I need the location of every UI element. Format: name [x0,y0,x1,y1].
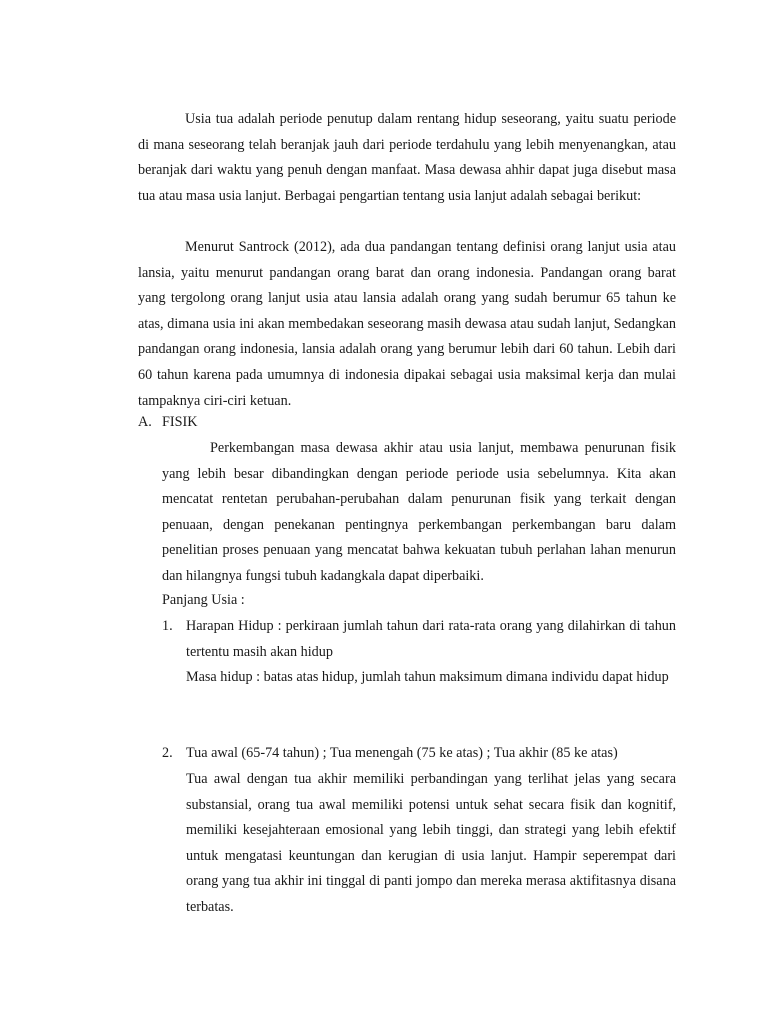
list-item-marker: 1. [162,618,173,634]
section-a-marker: A. [138,414,152,430]
list-item-text: Harapan Hidup : perkiraan jumlah tahun dari rata-rata orang yang dilahirkan di tahun tertentu masih akan hidup [186,618,676,660]
list-item-extra: Tua awal dengan tua akhir memiliki perbandingan yang terlihat jelas yang secara substansial, orang tua awal memiliki potensi untuk sehat secara fisik dan kognitif, memiliki kesejahteraan emosional yang lebih tinggi, dan strategi yang lebih efektif untuk mengatasi keuntungan dan kerugian di usia lanjut. Hampir seperempat dari orang yang tua akhir ini tinggal di panti jompo dan mereka merasa aktifitasnya disana terbatas. [186,771,676,915]
list-item-text: Tua awal (65-74 tahun) ; Tua menengah (75 ke atas) ; Tua akhir (85 ke atas) [186,745,618,761]
panjang-usia-subheading: Panjang Usia : [162,592,245,608]
section-a-paragraph: Perkembangan masa dewasa akhir atau usia lanjut, membawa penurunan fisik yang lebih besar dibandingkan dengan periode periode usia sebelumnya. Kita akan mencatat rentetan perubahan-perubahan dalam penurunan fisik yang terkait dengan penuaan, dengan penekanan pentingnya perkembangan perkembangan baru dalam penelitian proses penuaan yang mencatat bahwa kekuatan tubuh perlahan lahan menurun dan hilangnya fungsi tubuh kadangkala dapat diperbaiki. [162,440,676,584]
santrock-paragraph: Menurut Santrock (2012), ada dua pandangan tentang definisi orang lanjut usia atau lansia, yaitu menurut pandangan orang barat dan orang indonesia. Pandangan orang barat yang tergolong orang lanjut usia atau lansia adalah orang yang sudah berumur 65 tahun ke atas, dimana usia ini akan membedakan seseorang masih dewasa atau sudah lanjut, Sedangkan pandangan orang indonesia, lansia adalah orang yang berumur lebih dari 60 tahun. Lebih dari 60 tahun karena pada umumnya di indonesia dipakai sebagai usia maksimal kerja dan mulai tampaknya ciri-ciri ketuan. [138,239,676,409]
intro-paragraph: Usia tua adalah periode penutup dalam rentang hidup seseorang, yaitu suatu periode di mana seseorang telah beranjak jauh dari periode terdahulu yang lebih menyenangkan, atau beranjak dari waktu yang penuh dengan manfaat. Masa dewasa ahhir dapat juga disebut masa tua atau masa usia lanjut. Berbagai pengartian tentang usia lanjut adalah sebagai berikut: [138,111,676,204]
list-item-extra: Masa hidup : batas atas hidup, jumlah tahun maksimum dimana individu dapat hidup [186,669,669,685]
list-item-marker: 2. [162,745,173,761]
section-a-title: FISIK [162,414,198,430]
